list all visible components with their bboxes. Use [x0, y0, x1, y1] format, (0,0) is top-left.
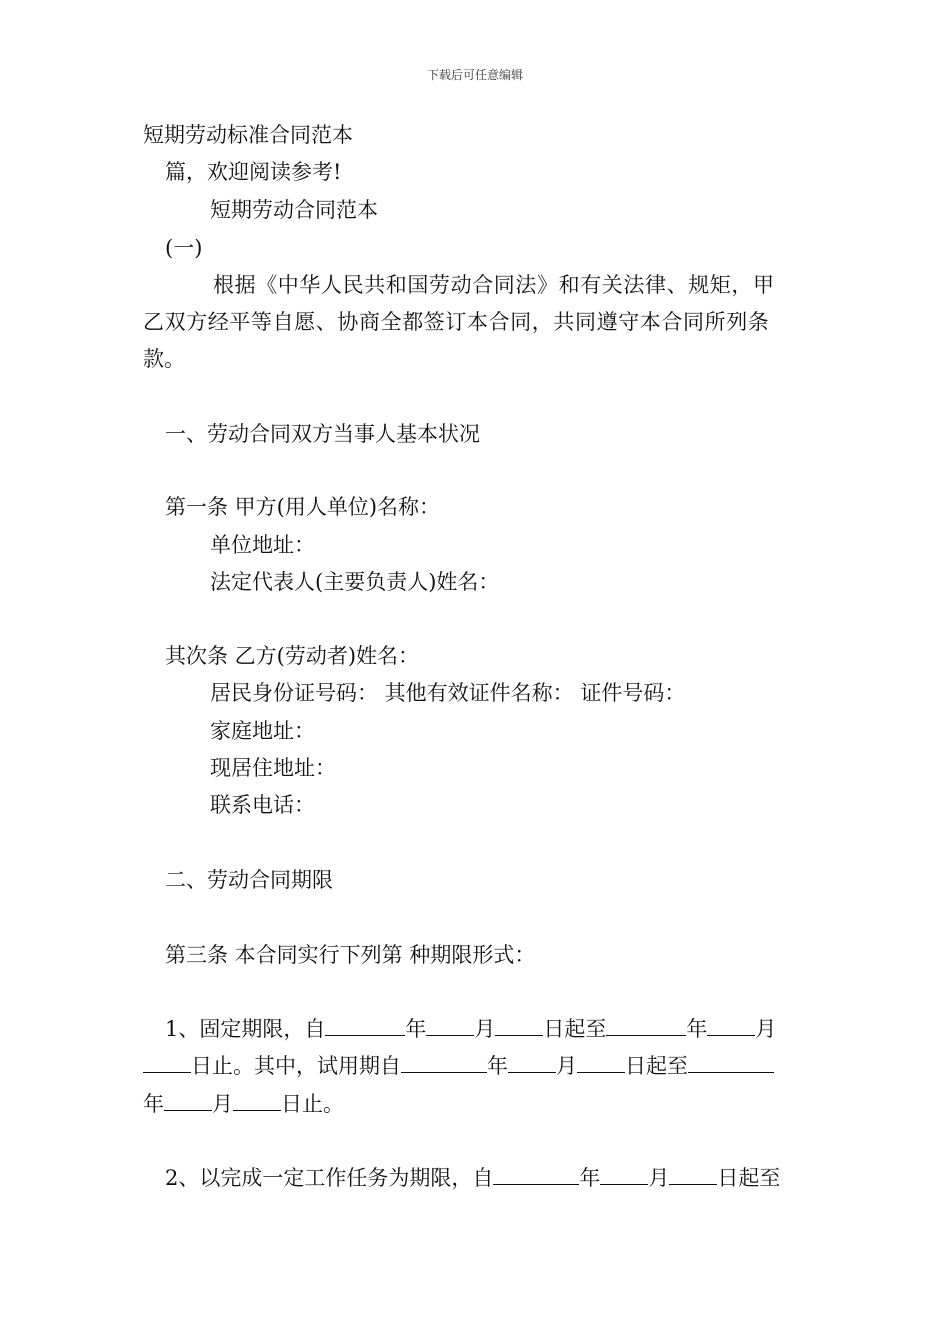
part2-heading: 二、劳动合同期限	[165, 868, 333, 892]
article1-title: 第一条 甲方(用人单位)名称：	[165, 495, 441, 519]
item1-line-2	[143, 1050, 774, 1081]
blank-day[interactable]	[495, 1013, 543, 1036]
item1-line-3	[143, 1088, 344, 1119]
blank-month[interactable]	[426, 1013, 474, 1036]
item1-text: 固定期限，自	[199, 1017, 326, 1041]
year-label: 年	[143, 1092, 164, 1116]
article2-field-phone: 联系电话：	[210, 793, 315, 817]
preamble-line-3: 款。	[143, 347, 185, 371]
month-label: 月	[648, 1166, 670, 1190]
year-label: 年	[405, 1017, 427, 1041]
page-header: 下载后可任意编辑	[426, 68, 523, 82]
day-from-label: 日起至	[543, 1017, 607, 1041]
item1-line-1	[165, 1013, 776, 1044]
article3-title: 第三条 本合同实行下列第 种期限形式：	[165, 943, 536, 967]
blank-year[interactable]	[606, 1013, 686, 1036]
document-subtitle: 短期劳动合同范本	[210, 198, 378, 222]
blank-month[interactable]	[600, 1162, 648, 1185]
day-from-label: 日起至	[717, 1166, 781, 1190]
day-end-label: 日止。	[281, 1092, 344, 1116]
article1-field-address: 单位地址：	[210, 533, 315, 557]
item1-number: 1、	[165, 1017, 200, 1041]
item2-number: 2、	[165, 1166, 200, 1190]
intro-text: 篇，欢迎阅读参考!	[165, 160, 342, 184]
blank-year[interactable]	[688, 1050, 774, 1073]
blank-day[interactable]	[669, 1162, 717, 1185]
article1-field-representative: 法定代表人(主要负责人)姓名：	[210, 570, 500, 594]
article2-field-home-address: 家庭地址：	[210, 719, 315, 743]
document-title: 短期劳动标准合同范本	[143, 123, 353, 147]
item2-text: 以完成一定工作任务为期限，自	[199, 1166, 494, 1190]
blank-year[interactable]	[325, 1013, 405, 1036]
preamble-line-1: 根据《中华人民共和国劳动合同法》和有关法律、规矩，甲	[213, 273, 775, 297]
article2-field-id: 居民身份证号码： 其他有效证件名称： 证件号码：	[210, 681, 686, 705]
blank-month[interactable]	[707, 1013, 755, 1036]
blank-year[interactable]	[401, 1050, 487, 1073]
part1-heading: 一、劳动合同双方当事人基本状况	[165, 422, 480, 446]
month-label: 月	[474, 1017, 496, 1041]
year-label: 年	[579, 1166, 601, 1190]
blank-month[interactable]	[508, 1050, 556, 1073]
year-label: 年	[487, 1054, 508, 1078]
article2-field-current-address: 现居住地址：	[210, 756, 336, 780]
section-number: (一)	[165, 236, 203, 260]
item2-line-1	[165, 1162, 780, 1193]
article2-title: 其次条 乙方(劳动者)姓名：	[165, 644, 420, 668]
day-from-label: 日起至	[625, 1054, 688, 1078]
preamble-line-2: 乙双方经平等自愿、协商全都签订本合同，共同遵守本合同所列条	[143, 310, 770, 334]
month-label: 月	[755, 1017, 777, 1041]
blank-day[interactable]	[143, 1050, 191, 1073]
blank-year[interactable]	[493, 1162, 579, 1185]
probation-text: 日止。其中，试用期自	[191, 1054, 401, 1078]
blank-month[interactable]	[164, 1088, 212, 1111]
month-label: 月	[212, 1092, 233, 1116]
year-label: 年	[686, 1017, 708, 1041]
blank-day[interactable]	[577, 1050, 625, 1073]
month-label: 月	[556, 1054, 577, 1078]
blank-day[interactable]	[233, 1088, 281, 1111]
